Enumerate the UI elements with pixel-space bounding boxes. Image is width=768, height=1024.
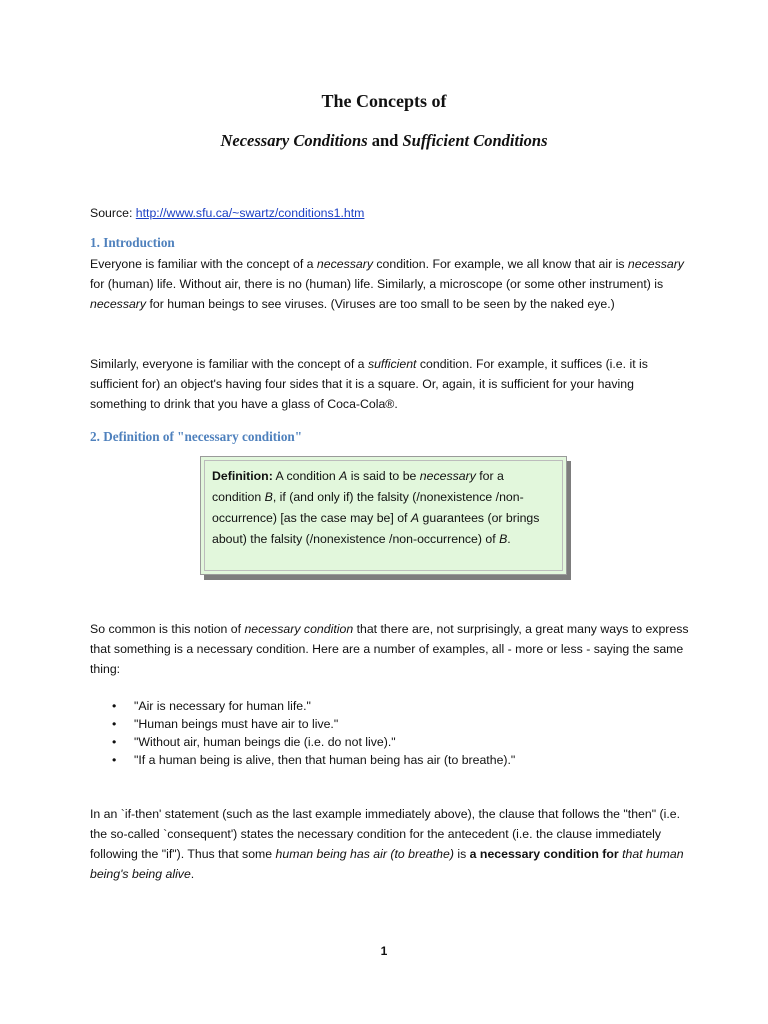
italic-text: sufficient — [367, 357, 417, 371]
examples-list — [112, 697, 515, 769]
italic-text: B — [264, 490, 273, 504]
text-run: for a condition — [212, 469, 504, 504]
page-subtitle — [0, 131, 768, 151]
intro-paragraph-1 — [90, 254, 690, 314]
italic-text: human being has air (to breathe) — [275, 847, 454, 861]
list-item — [112, 733, 515, 751]
text-run: guarantees (or brings about) the falsity (/nonexistence /non-occurrence) of — [212, 511, 540, 546]
text-run: for (human) life. Without air, there is no (human) life. Similarly, a microscope (or some other instrument) is — [90, 277, 664, 291]
text-run: . — [190, 867, 195, 881]
section-heading-definition: 2. Definition of "necessary condition" — [90, 429, 303, 444]
list-item-text: "Without air, human beings die (i.e. do not live)." — [134, 735, 396, 749]
source-line — [90, 203, 690, 223]
text-run: A condition — [272, 469, 340, 483]
list-item-text: "Air is necessary for human life." — [134, 699, 311, 713]
bold-text: a necessary condition for — [469, 847, 619, 861]
text-run: Everyone is familiar with the concept of a — [90, 257, 317, 271]
italic-text: necessary — [419, 469, 476, 483]
subtitle-and: and — [367, 131, 403, 150]
text-run: for human beings to see viruses. (Viruses are too small to be seen by the naked eye.) — [146, 297, 615, 311]
examples-intro-paragraph — [90, 619, 690, 679]
bullet-icon: • — [112, 753, 117, 767]
text-run: that there are, not surprisingly, a great many ways to express that something is a necessary condition. Here are a number of examples, all - more or less - saying the same thing: — [90, 622, 689, 676]
bullet-icon: • — [112, 699, 117, 713]
page-number: 1 — [380, 944, 388, 958]
definition-box — [200, 456, 567, 575]
text-run: So common is this notion of — [90, 622, 245, 636]
source-link[interactable]: http://www.sfu.ca/~swartz/conditions1.htm — [135, 206, 365, 220]
italic-text: necessary — [627, 257, 684, 271]
text-run: is said to be — [347, 469, 420, 483]
list-item-text: "If a human being is alive, then that human being has air (to breathe)." — [134, 753, 516, 767]
subtitle-sufficient: Sufficient Conditions — [402, 131, 548, 150]
intro-paragraph-2 — [90, 354, 690, 414]
subtitle-necessary: Necessary Conditions — [220, 131, 368, 150]
definition-text — [212, 466, 550, 550]
bullet-icon: • — [112, 735, 117, 749]
list-item-text: "Human beings must have air to live." — [134, 717, 339, 731]
italic-text: necessary — [90, 297, 147, 311]
text-run: is — [453, 847, 470, 861]
text-run: . — [507, 532, 511, 546]
italic-text: that human being's being alive — [90, 847, 684, 881]
italic-text: A — [410, 511, 420, 525]
text-run: In an `if-then' statement (such as the last example immediately above), the clause that follows the "then" (i.e. the so-called `consequent') states the necessary condition for the antecedent (i.e. the clause immediately following the "if"). Thus that some — [90, 807, 681, 861]
page-title: The Concepts of — [321, 91, 447, 111]
list-item — [112, 715, 515, 733]
text-run: condition. For example, it suffices (i.e. it is sufficient for) an object's having four sides that it is a square. Or, again, it is sufficient for your having something to drink that you have a glass of Coca-Cola®. — [90, 357, 648, 411]
italic-text: necessary — [316, 257, 373, 271]
italic-text: A — [339, 469, 348, 483]
section-heading-introduction: 1. Introduction — [90, 235, 175, 250]
text-run: Similarly, everyone is familiar with the concept of a — [90, 357, 368, 371]
italic-text: necessary condition — [244, 622, 354, 636]
bullet-icon: • — [112, 717, 117, 731]
bold-text: Definition: — [212, 469, 273, 483]
if-then-paragraph — [90, 804, 690, 884]
list-item — [112, 697, 515, 715]
text-run: condition. For example, we all know that air is — [372, 257, 628, 271]
list-item — [112, 751, 515, 769]
source-label: Source: — [90, 206, 136, 220]
text-run: , if (and only if) the falsity (/nonexistence /non-occurrence) [as the case may be] of — [212, 490, 524, 525]
italic-text: B — [499, 532, 508, 546]
